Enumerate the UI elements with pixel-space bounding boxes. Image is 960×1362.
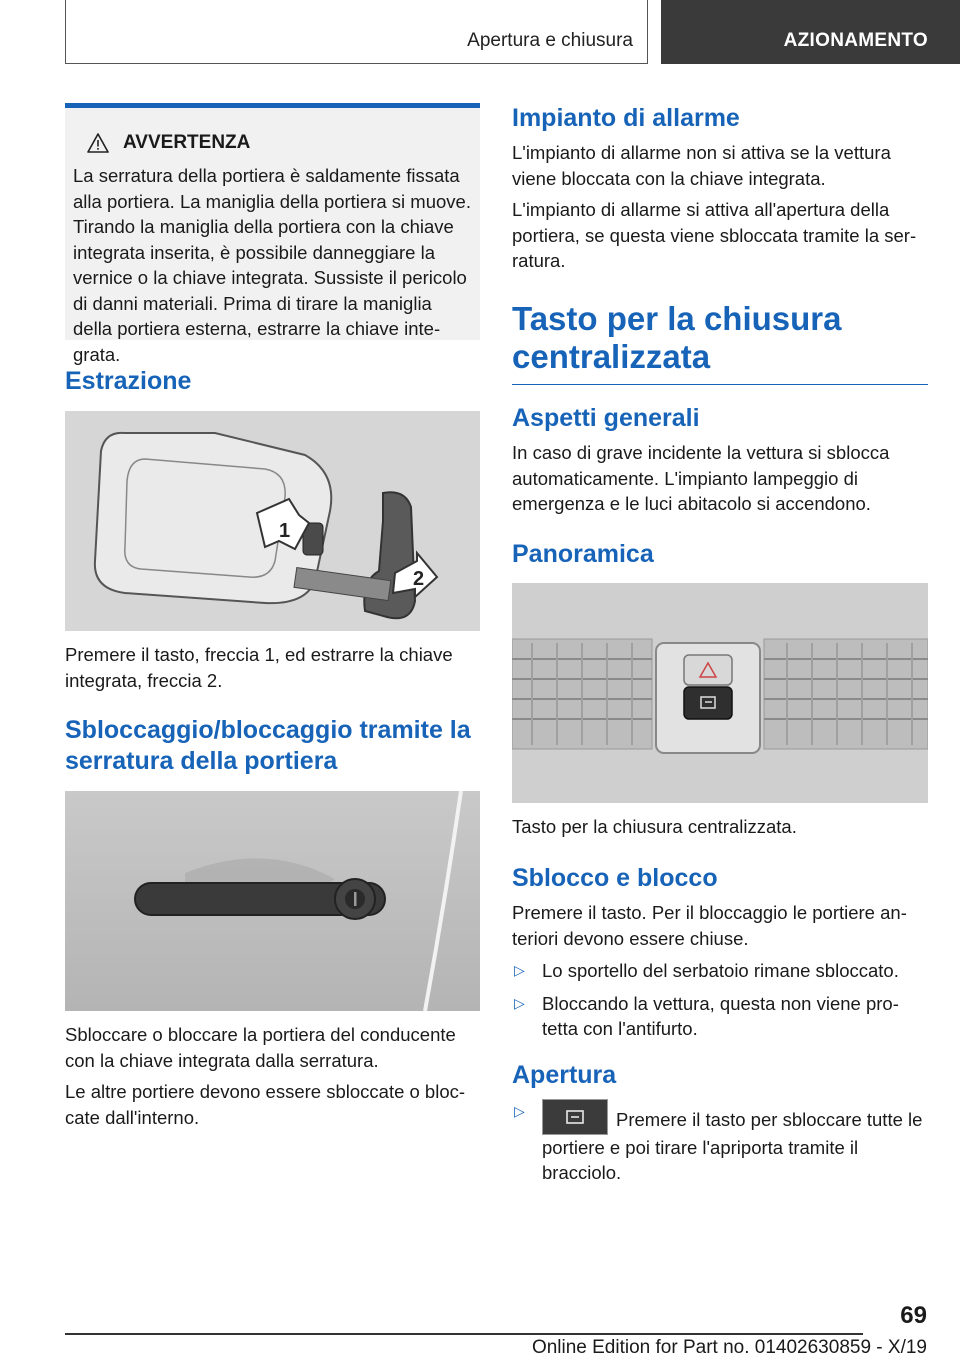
serratura-caption: Sbloccare o bloccare la portiera del conducente con la chiave integrata dalla serratura. bbox=[65, 1024, 456, 1071]
footer-edition: Online Edition for Part no. 01402630859 - X/19 bbox=[531, 1337, 927, 1358]
dashboard-vent-illustration bbox=[512, 583, 928, 803]
sblocco-bullets bbox=[512, 958, 928, 1042]
key-fob-illustration bbox=[65, 411, 480, 631]
bullet-text: Bloccando la vettura, questa non viene protetta con l'antifurto. bbox=[542, 992, 899, 1039]
heading-rule bbox=[512, 384, 928, 386]
door-handle-image bbox=[65, 791, 480, 1011]
footer-rule bbox=[65, 1333, 863, 1335]
central-lock-button-icon bbox=[542, 1099, 608, 1135]
central-lock-button-image bbox=[512, 583, 928, 803]
bullet-text: Lo sportello del serbatoio rimane sbloccato. bbox=[542, 960, 899, 981]
header-section-title: Apertura e chiusura bbox=[467, 30, 633, 51]
triangle-bullet-icon: ▷ bbox=[514, 994, 525, 1011]
warning-box bbox=[65, 103, 480, 365]
header-chapter-box bbox=[661, 0, 960, 64]
warning-text: La serratura della portiera è saldamente fissata alla portiera. La maniglia della portiera si muove. Tirando la maniglia della portiera con la chiave integrata inserita, è possibile danneggiare la vernice o la chiave integrata. Sussiste il pericolo di danni materiali. Prima di tirare la maniglia della portiera esterna, estrarre la chiave integrata. bbox=[73, 165, 471, 365]
left-column bbox=[65, 103, 480, 1130]
list-item bbox=[512, 991, 928, 1042]
list-item bbox=[512, 958, 928, 984]
header-section-box bbox=[65, 0, 648, 64]
list-item bbox=[512, 1099, 928, 1186]
estrazione-caption: Premere il tasto, freccia 1, ed estrarre la chiave integrata, freccia 2. bbox=[65, 644, 453, 691]
callout-2: 2 bbox=[413, 568, 425, 590]
page-number: 69 bbox=[900, 1302, 927, 1329]
allarme-paragraph-1: L'impianto di allarme non si attiva se la vettura viene bloccata con la chiave integrata. bbox=[512, 142, 891, 189]
right-column bbox=[512, 103, 928, 1186]
serratura-text: Le altre portiere devono essere sbloccate o bloccate dall'interno. bbox=[65, 1081, 466, 1128]
tasto-heading: Tasto per la chiusura centralizzata bbox=[512, 299, 842, 375]
door-handle-illustration bbox=[65, 791, 480, 1011]
header-chapter-title: AZIONAMENTO bbox=[783, 30, 928, 51]
serratura-heading: Sbloccaggio/bloccaggio tramite la serratura della portiera bbox=[65, 716, 471, 775]
generali-text: In caso di grave incidente la vettura si sblocca automaticamente. L'impianto lampeggio di emergenza e le luci abitacolo si accendono. bbox=[512, 442, 890, 514]
warning-triangle-icon bbox=[87, 133, 109, 153]
apertura-heading: Apertura bbox=[512, 1060, 617, 1089]
sblocco-text: Premere il tasto. Per il bloccaggio le portiere anteriori devono essere chiuse. bbox=[512, 902, 907, 949]
panoramica-heading: Panoramica bbox=[512, 539, 654, 568]
generali-heading: Aspetti generali bbox=[512, 404, 700, 432]
triangle-bullet-icon: ▷ bbox=[514, 1102, 525, 1119]
callout-1: 1 bbox=[279, 520, 291, 542]
allarme-heading: Impianto di allarme bbox=[512, 104, 740, 132]
warning-title: AVVERTENZA bbox=[123, 132, 251, 153]
triangle-bullet-icon: ▷ bbox=[514, 962, 525, 978]
panoramica-caption: Tasto per la chiusura centralizzata. bbox=[512, 815, 797, 837]
apertura-text: Premere il tasto per sbloccare tutte le portiere e poi tirare l'apriporta tramite il bracciolo. bbox=[542, 1108, 923, 1183]
allarme-paragraph-2: L'impianto di allarme si attiva all'apertura della portiera, se questa viene sbloccata tramite la serratura. bbox=[512, 199, 917, 271]
apertura-bullets bbox=[512, 1099, 928, 1186]
warning-title-row bbox=[73, 132, 472, 154]
key-extraction-image bbox=[65, 411, 480, 631]
estrazione-heading: Estrazione bbox=[65, 367, 192, 395]
sblocco-heading: Sblocco e blocco bbox=[512, 864, 718, 892]
